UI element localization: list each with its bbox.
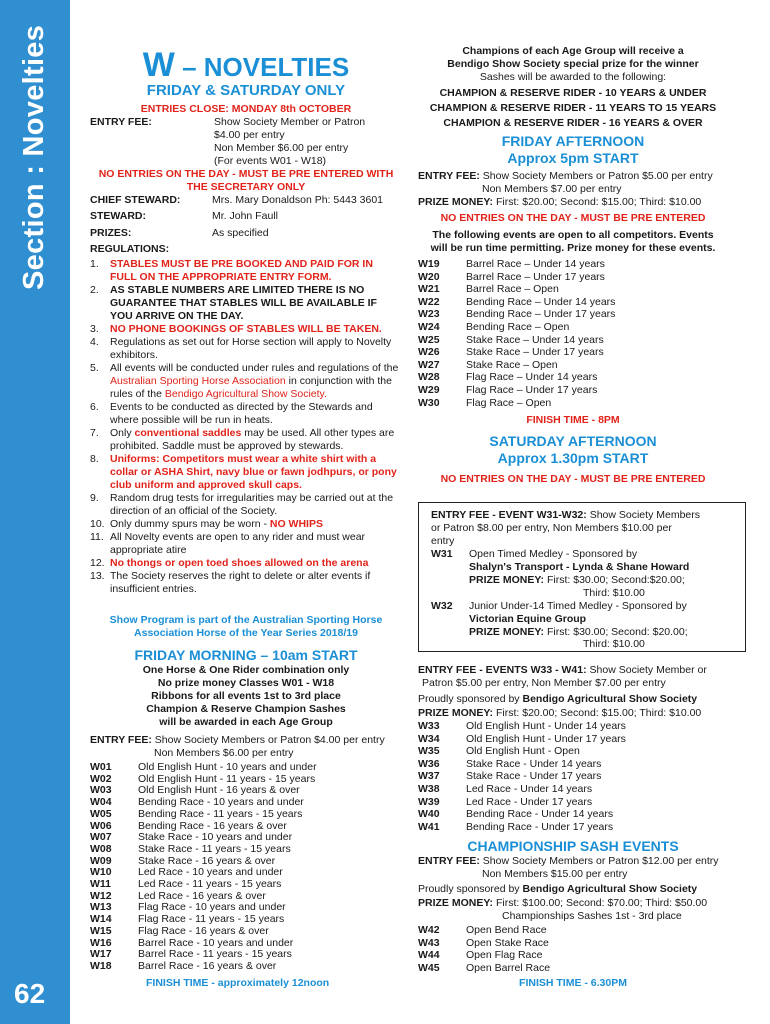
- event-code: W34: [418, 732, 440, 745]
- entry-fee-line: $4.00 per entry: [214, 129, 285, 141]
- fm-note: Ribbons for all events 1st to 3rd place: [151, 690, 341, 702]
- event-name: Flag Race – Under 14 years: [466, 371, 598, 384]
- event-name: Bending Race - 10 years and under: [138, 796, 304, 809]
- regulation-item: [90, 531, 402, 557]
- box-fee: [431, 509, 700, 522]
- champ-line: CHAMPION & RESERVE RIDER - 16 YEARS & OVER: [443, 117, 703, 129]
- w33-sponsor-pre: Proudly sponsored by: [418, 693, 523, 705]
- w31-prize-label: PRIZE MONEY:: [469, 574, 545, 586]
- friday-afternoon-heading: FRIDAY AFTERNOON: [501, 133, 645, 149]
- event-row: [90, 879, 317, 891]
- regulation-text: AS STABLE NUMBERS ARE LIMITED THERE IS NO GUARANTEE THAT STABLES WILL BE AVAILABLE IF YOU ARRIVE ON THE DAY.: [110, 284, 377, 322]
- event-row: [90, 926, 317, 938]
- event-name: Stake Race – Open: [466, 358, 558, 371]
- event-code: W16: [90, 936, 112, 949]
- event-name: Barrel Race - 11 years - 15 years: [138, 948, 292, 961]
- w32-third: Third: $10.00: [583, 638, 645, 650]
- event-name: Bending Race - 11 years - 15 years: [138, 807, 303, 820]
- event-name: Led Race - 16 years & over: [138, 889, 266, 902]
- event-code: W19: [418, 258, 440, 270]
- regulation-item: [90, 427, 402, 453]
- page-subtitle: FRIDAY & SATURDAY ONLY: [146, 82, 346, 99]
- friday-afternoon-start: Approx 5pm START: [507, 150, 639, 166]
- w33-sponsor: Bendigo Agricultural Show Society: [522, 693, 698, 705]
- sash-events: [418, 924, 550, 974]
- event-name: Stake Race – Under 17 years: [466, 346, 604, 359]
- regulation-text: All events will be conducted under rules and regulations of the: [110, 362, 399, 374]
- steward-label: STEWARD:: [90, 210, 146, 222]
- regulation-text: conventional saddles: [134, 427, 242, 439]
- fa-entry-line1: Show Society Members or Patron $5.00 per entry: [482, 170, 713, 182]
- w31-sponsor: Shalyn's Transport - Lynda & Shane Howard: [469, 561, 690, 573]
- entry-fee-line: Non Member $6.00 per entry: [214, 142, 349, 154]
- sash-sponsor-pre: Proudly sponsored by: [418, 883, 523, 895]
- regulation-item: [90, 284, 402, 323]
- event-row: [418, 283, 615, 296]
- event-code: W40: [418, 808, 440, 821]
- event-row: [418, 821, 626, 834]
- event-name: Led Race - Under 14 years: [466, 782, 593, 795]
- regulation-text: may be used. All other types are prohibited. Saddle must be approved by stewards.: [110, 427, 395, 452]
- event-code: W14: [90, 913, 112, 926]
- event-code: W07: [90, 831, 112, 844]
- regulation-text: Only dummy spurs may be worn -: [110, 518, 270, 530]
- regulation-number: 4.: [90, 336, 99, 348]
- regulation-item: [90, 570, 402, 596]
- friday-morning-events: [90, 762, 317, 973]
- sash-fee-label: ENTRY FEE:: [418, 855, 480, 867]
- event-row: [418, 334, 615, 347]
- fa-entry-line2: Non Members $7.00 per entry: [482, 183, 622, 195]
- regulation-item: [90, 401, 402, 427]
- fa-prize: [418, 196, 701, 209]
- prizes-label: PRIZES:: [90, 227, 132, 239]
- fa-prize-value: First: $20.00; Second: $15.00; Third: $10.00: [495, 196, 702, 208]
- event-row: [418, 384, 615, 397]
- regulation-text: Bendigo Agricultural Show Society.: [164, 388, 327, 400]
- event-code: W03: [90, 784, 112, 797]
- event-code: W27: [418, 358, 440, 371]
- event-row: [418, 321, 615, 334]
- entries-close: ENTRIES CLOSE: MONDAY 8th OCTOBER: [140, 103, 352, 115]
- regulation-number: 12.: [90, 557, 105, 569]
- event-name: Led Race - 11 years - 15 years: [138, 878, 282, 891]
- event-code: W06: [90, 819, 112, 832]
- event-row: [418, 758, 626, 771]
- event-name: Old English Hunt - 11 years - 15 years: [138, 772, 316, 785]
- section-label: Section : Novelties: [18, 24, 50, 290]
- event-name: Led Race - 10 years and under: [138, 866, 283, 879]
- event-row: [418, 346, 615, 359]
- regulation-number: 13.: [90, 570, 105, 582]
- event-code: W23: [418, 308, 440, 321]
- event-row: [418, 720, 626, 733]
- event-row: [90, 961, 317, 973]
- box-fee-label: ENTRY FEE - EVENT W31-W32:: [431, 509, 587, 521]
- event-code: W21: [418, 283, 440, 296]
- sash-fee-line2: Non Members $15.00 per entry: [482, 868, 628, 880]
- event-row: [418, 783, 626, 796]
- event-code: W43: [418, 936, 440, 949]
- event-row: [90, 809, 317, 821]
- event-name: Bending Race - 16 years & over: [138, 819, 287, 832]
- regulation-text: Australian Sporting Horse Association: [110, 375, 286, 387]
- w33-fee-label: ENTRY FEE - EVENTS W33 - W41:: [418, 664, 587, 676]
- fm-note: No prize money Classes W01 - W18: [157, 677, 335, 689]
- box-fee-line1: Show Society Members: [586, 509, 700, 521]
- event-name: Old English Hunt - Open: [466, 745, 580, 758]
- regulation-text: STABLES MUST BE PRE BOOKED AND PAID FOR IN FULL ON THE APPROPRIATE ENTRY FORM.: [110, 258, 373, 283]
- no-entries-notice: NO ENTRIES ON THE DAY - MUST BE PRE ENTERED WITH: [98, 168, 394, 180]
- regulation-text: Uniforms: Competitors must wear a white shirt with a collar or ASHA Shirt, navy blue or fawn jodhpurs, or pony club uniform and approved skull caps.: [110, 453, 397, 491]
- event-name: Bending Race – Under 17 years: [466, 308, 616, 321]
- event-row: [418, 258, 615, 271]
- w31-prize: [469, 574, 685, 587]
- show-program-note: Association Horse of the Year Series 2018/19: [134, 627, 358, 639]
- event-code: W13: [90, 901, 112, 914]
- event-row: [418, 808, 626, 821]
- event-name: Old English Hunt - Under 14 years: [466, 720, 626, 732]
- event-name: Flag Race – Open: [466, 396, 552, 409]
- sash-finish-time: FINISH TIME - 6.30PM: [519, 977, 627, 989]
- regulation-number: 5.: [90, 362, 99, 374]
- sash-fee: [418, 855, 719, 868]
- event-name: Barrel Race - 10 years and under: [138, 936, 294, 949]
- regulation-text: No thongs or open toed shoes allowed on the arena: [110, 557, 369, 569]
- regulation-item: [90, 518, 402, 531]
- regulations-list: [90, 258, 402, 596]
- event-name: Led Race - Under 17 years: [466, 795, 593, 808]
- event-name: Open Bend Race: [466, 924, 547, 936]
- fa-finish-time: FINISH TIME - 8PM: [526, 414, 620, 426]
- event-row: [418, 371, 615, 384]
- event-row: [418, 745, 626, 758]
- w33-fee: [418, 664, 707, 677]
- w32-prize-label: PRIZE MONEY:: [469, 626, 545, 638]
- prizes-value: As specified: [212, 227, 269, 239]
- regulation-text: NO WHIPS: [269, 518, 323, 530]
- event-row: [90, 762, 317, 774]
- regulation-item: [90, 336, 402, 362]
- w32-code: W32: [431, 600, 453, 612]
- w31-prize-value: First: $30.00; Second:$20.00;: [544, 574, 685, 586]
- event-row: [418, 796, 626, 809]
- event-name: Stake Race – Under 14 years: [466, 333, 604, 346]
- sash-heading: CHAMPIONSHIP SASH EVENTS: [467, 838, 679, 854]
- chief-steward-label: CHIEF STEWARD:: [90, 194, 181, 206]
- steward-value: Mr. John Faull: [212, 210, 278, 222]
- regulation-number: 3.: [90, 323, 99, 335]
- fa-prize-label: PRIZE MONEY:: [418, 196, 494, 208]
- box-fee-line3: entry: [431, 535, 455, 547]
- event-code: W25: [418, 333, 440, 346]
- event-row: [418, 308, 615, 321]
- event-name: Flag Race - 10 years and under: [138, 901, 286, 914]
- regulation-number: 2.: [90, 284, 99, 296]
- event-name: Bending Race - Under 14 years: [466, 808, 614, 821]
- champ-line: CHAMPION & RESERVE RIDER - 10 YEARS & UNDER: [439, 87, 707, 99]
- event-name: Barrel Race - 16 years & over: [138, 959, 277, 972]
- event-row: [418, 962, 550, 975]
- event-code: W39: [418, 795, 440, 808]
- event-code: W15: [90, 924, 112, 937]
- regulation-item: [90, 453, 402, 492]
- event-code: W37: [418, 770, 440, 783]
- entry-fee-label: ENTRY FEE:: [90, 116, 152, 128]
- event-code: W10: [90, 866, 112, 879]
- w33-prize-value: First: $20.00; Second: $15.00; Third: $10.00: [495, 707, 702, 719]
- event-name: Open Flag Race: [466, 949, 543, 962]
- w31-third: Third: $10.00: [583, 587, 645, 599]
- w31-name: Open Timed Medley - Sponsored by: [469, 548, 638, 560]
- event-code: W28: [418, 371, 440, 384]
- title-letter: W: [142, 46, 175, 84]
- sash-prize-label: PRIZE MONEY:: [418, 897, 494, 909]
- fm-entry-line2: Non Members $6.00 per entry: [154, 747, 294, 759]
- event-name: Old English Hunt - 16 years & over: [138, 784, 300, 797]
- sash-sponsor: Bendigo Agricultural Show Society: [522, 883, 698, 895]
- no-entries-notice: THE SECRETARY ONLY: [186, 181, 306, 193]
- event-name: Stake Race - 11 years - 15 years: [138, 842, 291, 855]
- event-code: W11: [90, 878, 112, 891]
- event-row: [418, 949, 550, 962]
- page-number: 62: [14, 978, 46, 1009]
- event-name: Open Barrel Race: [466, 961, 551, 974]
- regulation-text: Random drug tests for irregularities may be carried out at the direction of an official of the Society.: [110, 492, 394, 517]
- chief-steward-value: Mrs. Mary Donaldson Ph: 5443 3601: [212, 194, 384, 206]
- event-code: W29: [418, 383, 440, 396]
- regulation-item: [90, 492, 402, 518]
- sidebar-divider: [70, 0, 74, 1024]
- champ-intro: Champions of each Age Group will receive a: [462, 45, 684, 57]
- sash-prize-value: First: $100.00; Second: $70.00; Third: $50.00: [495, 897, 708, 909]
- saturday-afternoon-start: Approx 1.30pm START: [497, 450, 649, 466]
- fm-note: One Horse & One Rider combination only: [142, 664, 350, 676]
- event-name: Bending Race – Open: [466, 320, 570, 333]
- event-name: Flag Race - 11 years - 15 years: [138, 913, 285, 926]
- fa-entry-label: ENTRY FEE:: [418, 170, 480, 182]
- event-name: Stake Race - 10 years and under: [138, 831, 293, 844]
- event-code: W08: [90, 842, 112, 855]
- finish-time: FINISH TIME - approximately 12noon: [146, 977, 330, 989]
- event-row: [90, 844, 317, 856]
- saturday-afternoon-heading: SATURDAY AFTERNOON: [489, 433, 657, 449]
- regulation-item: [90, 258, 402, 284]
- regulation-item: [90, 557, 402, 570]
- event-code: W09: [90, 854, 112, 867]
- event-name: Barrel Race – Under 17 years: [466, 270, 605, 283]
- regulations-label: REGULATIONS:: [90, 243, 170, 255]
- fa-note: will be run time permitting. Prize money for these events.: [430, 242, 716, 254]
- event-row: [418, 733, 626, 746]
- event-row: [418, 296, 615, 309]
- event-code: W02: [90, 772, 112, 785]
- w32-prize: [469, 626, 688, 639]
- sash-prize-line2: Championships Sashes 1st - 3rd place: [502, 910, 682, 922]
- box-fee-line2: or Patron $8.00 per entry, Non Members $10.00 per: [431, 522, 672, 534]
- event-code: W05: [90, 807, 112, 820]
- event-code: W30: [418, 396, 440, 409]
- event-name: Flag Race – Under 17 years: [466, 383, 598, 396]
- event-name: Flag Race - 16 years & over: [138, 924, 269, 937]
- fm-note: will be awarded in each Age Group: [159, 716, 333, 728]
- event-name: Stake Race - 16 years & over: [138, 854, 276, 867]
- regulation-item: [90, 323, 402, 336]
- sash-fee-line1: Show Society Members or Patron $12.00 per entry: [482, 855, 719, 867]
- regulation-text: Only: [110, 427, 135, 439]
- fa-entry-fee: [418, 170, 713, 183]
- event-code: W35: [418, 745, 440, 758]
- event-name: Bending Race – Under 14 years: [466, 295, 616, 308]
- fm-entry-fee: [90, 734, 385, 747]
- event-code: W01: [90, 761, 112, 773]
- regulation-text: All Novelty events are open to any rider and must wear appropriate atire: [110, 531, 366, 556]
- event-name: Old English Hunt - Under 17 years: [466, 732, 626, 745]
- fm-entry-label: ENTRY FEE:: [90, 734, 152, 746]
- show-program-note: Show Program is part of the Australian Sporting Horse: [109, 614, 383, 626]
- event-code: W42: [418, 924, 440, 936]
- regulation-number: 11.: [90, 531, 104, 543]
- w33-prize: [418, 707, 701, 720]
- w33-prize-label: PRIZE MONEY:: [418, 707, 494, 719]
- event-code: W24: [418, 320, 440, 333]
- champ-line: CHAMPION & RESERVE RIDER - 11 YEARS TO 15 YEARS: [429, 102, 717, 114]
- entry-fee-line: (For events W01 - W18): [214, 155, 327, 167]
- entry-fee-line: Show Society Member or Patron: [214, 116, 366, 128]
- event-name: Open Stake Race: [466, 936, 549, 949]
- event-row: [418, 770, 626, 783]
- event-code: W41: [418, 820, 440, 833]
- regulation-text: The Society reserves the right to delete or alter events if insufficient entries.: [110, 570, 371, 595]
- event-code: W38: [418, 782, 440, 795]
- event-code: W45: [418, 961, 440, 974]
- event-name: Old English Hunt - 10 years and under: [138, 761, 317, 773]
- sa-no-entries: NO ENTRIES ON THE DAY - MUST BE PRE ENTERED: [440, 473, 706, 485]
- event-code: W12: [90, 889, 112, 902]
- regulation-item: [90, 362, 402, 401]
- event-code: W33: [418, 720, 440, 732]
- champ-sashes: Sashes will be awarded to the following:: [479, 71, 667, 83]
- sash-prize: [418, 897, 707, 910]
- regulation-number: 7.: [90, 427, 99, 439]
- champ-intro: Bendigo Show Society special prize for the winner: [447, 58, 699, 70]
- w33-fee-line2: Patron $5.00 per entry, Non Member $7.00 per entry: [422, 677, 666, 689]
- event-code: W17: [90, 948, 112, 961]
- regulation-number: 8.: [90, 453, 99, 465]
- fa-note: The following events are open to all competitors. Events: [432, 229, 714, 241]
- regulation-text: Events to be conducted as directed by the Stewards and where possible will be run in heats.: [110, 401, 373, 426]
- w32-sponsor: Victorian Equine Group: [469, 613, 587, 625]
- regulation-number: 10.: [90, 518, 105, 530]
- event-code: W22: [418, 295, 440, 308]
- event-name: Stake Race - Under 14 years: [466, 757, 602, 770]
- friday-afternoon-events: [418, 258, 615, 409]
- w33-sponsor-line: [418, 693, 697, 706]
- title-rest: – NOVELTIES: [174, 52, 350, 82]
- fm-entry-line1: Show Society Members or Patron $4.00 per entry: [154, 734, 385, 746]
- w31-code: W31: [431, 548, 453, 560]
- regulation-number: 6.: [90, 401, 99, 413]
- event-name: Stake Race - Under 17 years: [466, 770, 602, 783]
- regulation-number: 9.: [90, 492, 99, 504]
- event-name: Barrel Race – Open: [466, 283, 559, 296]
- regulation-number: 1.: [90, 258, 99, 270]
- event-row: [418, 937, 550, 950]
- event-name: Bending Race - Under 17 years: [466, 820, 614, 833]
- sash-sponsor-line: [418, 883, 697, 896]
- event-code: W04: [90, 796, 112, 809]
- fm-note: Champion & Reserve Champion Sashes: [146, 703, 346, 715]
- regulation-text: Regulations as set out for Horse section will apply to Novelty exhibitors.: [110, 336, 392, 361]
- event-code: W44: [418, 949, 440, 962]
- event-row: [418, 271, 615, 284]
- page-title: [90, 46, 402, 84]
- event-name: Barrel Race – Under 14 years: [466, 258, 605, 270]
- w33-fee-line1: Show Society Member or: [586, 664, 707, 676]
- event-code: W18: [90, 959, 112, 972]
- fa-no-entries: NO ENTRIES ON THE DAY - MUST BE PRE ENTERED: [440, 212, 706, 224]
- w32-prize-value: First: $30.00; Second: $20.00;: [544, 626, 688, 638]
- event-code: W20: [418, 270, 440, 283]
- regulation-text: NO PHONE BOOKINGS OF STABLES WILL BE TAKEN.: [110, 323, 382, 335]
- event-code: W26: [418, 346, 440, 359]
- regulation-text: in conjunction with the rules of the: [110, 375, 392, 400]
- medley-events-box: [418, 502, 746, 652]
- event-row: [418, 924, 550, 937]
- event-row: [418, 397, 615, 410]
- friday-morning-heading: FRIDAY MORNING – 10am START: [134, 647, 358, 663]
- event-code: W36: [418, 757, 440, 770]
- event-row: [418, 359, 615, 372]
- saturday-events: [418, 720, 626, 833]
- w32-name: Junior Under-14 Timed Medley - Sponsored by: [469, 600, 687, 612]
